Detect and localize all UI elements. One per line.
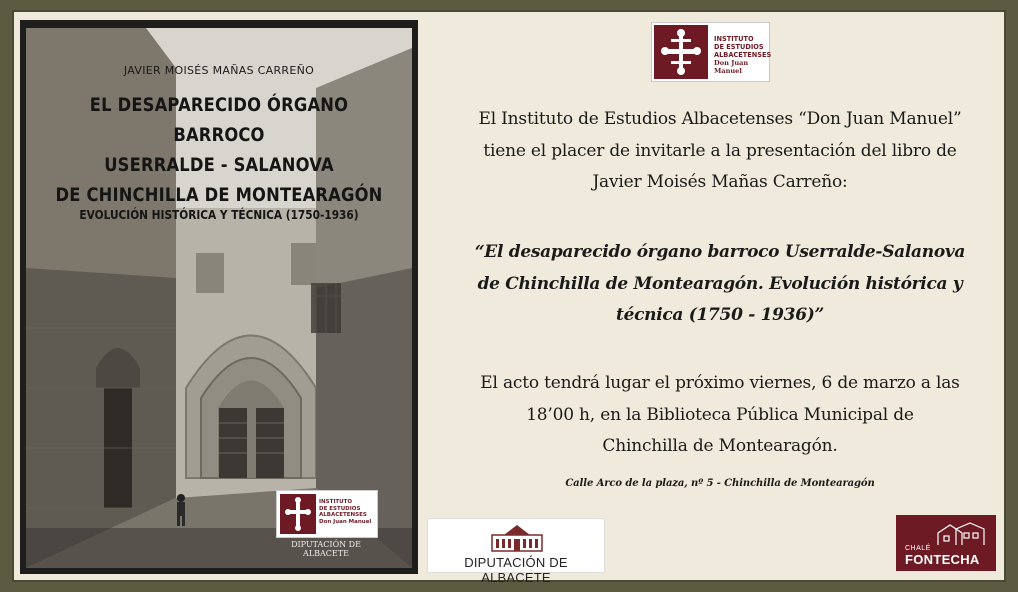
- book-title-line: “El desaparecido órgano barroco Userralde-Salanova: [474, 242, 966, 262]
- iea-logo-line: DE ESTUDIOS: [714, 43, 764, 51]
- cover-author: JAVIER MOISÉS MAÑAS CARREÑO: [123, 64, 315, 77]
- diputacion-label: DIPUTACIÓN DE ALBACETE: [464, 555, 568, 585]
- cover-title-line: DE CHINCHILLA DE MONTEARAGÓN: [55, 184, 383, 206]
- event-paragraph: [440, 368, 1000, 463]
- intro-line: El Instituto de Estudios Albacetenses “Don Juan Manuel”: [478, 109, 962, 129]
- house-icon: [936, 521, 986, 547]
- cross-emblem-icon: [654, 25, 708, 79]
- cover-title-line: EL DESAPARECIDO ÓRGANO BARROCO: [89, 94, 349, 146]
- iea-logo-subline: Don Juan Manuel: [714, 59, 749, 75]
- cover-title-line: USERRALDE - SALANOVA: [104, 154, 334, 176]
- cover-title: [53, 90, 385, 210]
- event-line: Chinchilla de Montearagón.: [602, 436, 838, 456]
- building-icon: [490, 523, 544, 553]
- cover-logo-line: ALBACETENSES: [319, 512, 367, 518]
- iea-logo-text: [714, 35, 771, 59]
- iea-logo-line: INSTITUTO: [714, 35, 754, 43]
- address: Calle Arco de la plaza, nº 5 - Chinchilla de Montearagón: [565, 478, 875, 489]
- book-title-line: de Chinchilla de Montearagón. Evolución histórica y: [477, 273, 963, 294]
- diputacion-logo: [427, 518, 605, 585]
- intro-paragraph: [440, 104, 1000, 199]
- iea-logo-line: ALBACETENSES: [714, 51, 772, 59]
- fontecha-label: FONTECHA: [905, 552, 980, 567]
- iea-logo: [651, 22, 770, 82]
- cover-logo-line: Don Juan Manuel: [319, 518, 372, 525]
- chale-fontecha-logo: [896, 515, 996, 571]
- cover-publisher: DIPUTACIÓN DE ALBACETE: [291, 540, 361, 558]
- intro-line: Javier Moisés Mañas Carreño:: [592, 172, 848, 192]
- book-title-paragraph: [440, 237, 1000, 332]
- event-line: El acto tendrá lugar el próximo viernes, 6 de marzo a las: [480, 373, 960, 393]
- cover-logo-line: INSTITUTO: [319, 499, 353, 505]
- intro-line: tiene el placer de invitarle a la presentación del libro de: [483, 140, 957, 161]
- cross-emblem-icon: [280, 494, 316, 534]
- cover-iea-logo: [276, 490, 378, 538]
- book-cover: [20, 20, 418, 574]
- event-line: 18’00 h, en la Biblioteca Pública Municipal de: [526, 404, 914, 425]
- cover-photo: [26, 28, 412, 568]
- cover-subtitle: EVOLUCIÓN HISTÓRICA Y TÉCNICA (1750-1936): [79, 208, 359, 222]
- cover-logo-line: DE ESTUDIOS: [319, 505, 361, 512]
- book-title-line: técnica (1750 - 1936)”: [616, 305, 824, 325]
- chale-label: CHALÉ: [905, 545, 931, 552]
- cover-logo-text: [319, 499, 371, 525]
